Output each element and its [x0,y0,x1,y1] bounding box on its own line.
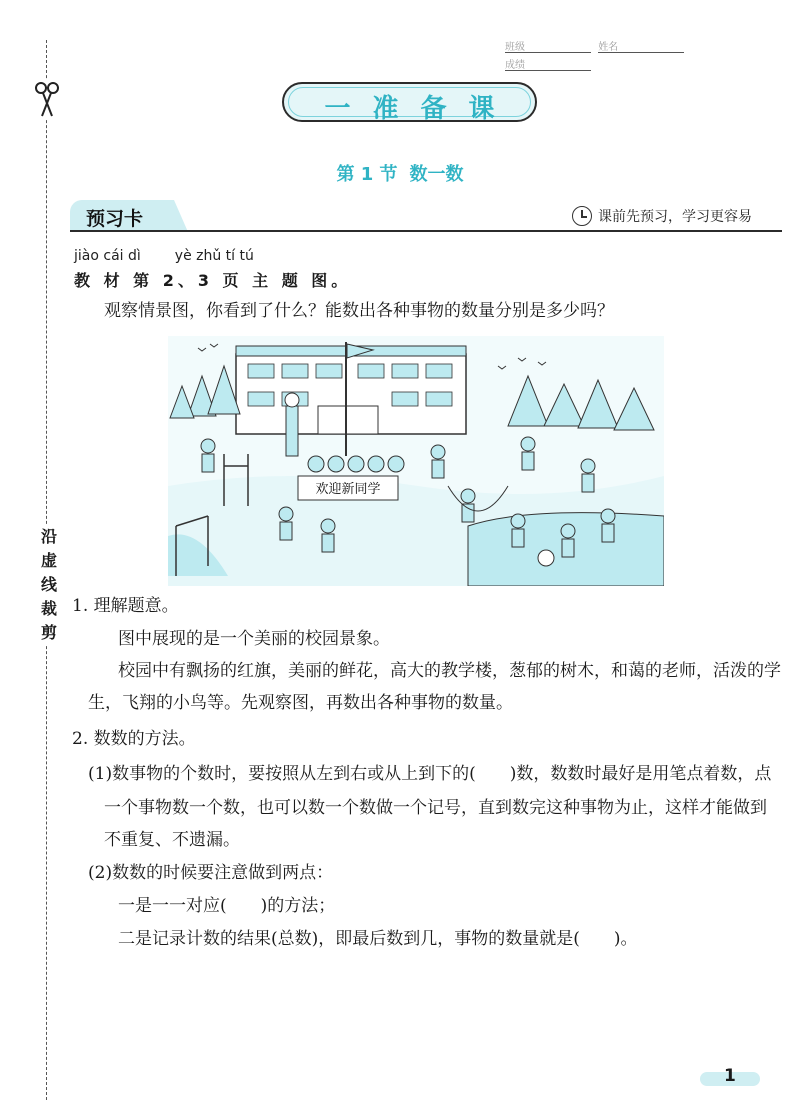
textbook-reference: 教 材 第 2、3 页 主 题 图。 [74,271,352,290]
name-field[interactable]: 姓名 [598,38,684,53]
preview-tip: 课前先预习，学习更容易 [572,206,752,226]
item-2-point-1: 一是一一对应( )的方法； [118,896,336,916]
chapter-banner [282,82,537,122]
chapter-title: 一准备课 [324,94,517,124]
item-2-sub-1-line-3: 不重复、不遗漏。 [104,830,240,850]
item-1-paragraph-1: 图中展现的是一个美丽的校园景象。 [118,629,390,649]
school-scene-illustration [168,336,664,586]
section-title: 第 1 节 数一数 [336,164,464,185]
header-fields [505,38,780,71]
scissors-icon [34,80,60,120]
score-field[interactable]: 成绩 [505,56,591,71]
page-number: 1 [700,1066,780,1088]
item-2-sub-1-line-2: 一个事物数一个数，也可以数一个数做一个记号，直到数完这种事物为止，这样才能做到 [104,798,767,818]
item-2-sub-1-line-1: (1)数事物的个数时，要按照从左到右或从上到下的( )数，数数时最好是用笔点着数，点 [88,764,772,784]
preview-card-tab: 预习卡 [70,200,174,232]
item-1-heading: 1. 理解题意。 [72,596,179,616]
item-2-sub-2: (2)数数的时候要注意做到两点： [88,863,334,883]
question-text: 观察情景图，你看到了什么？能数出各种事物的数量分别是多少吗？ [104,301,614,321]
pinyin-line: jiào cái dì yè zhǔ tí tú [74,248,254,264]
cut-instruction: 沿 虚 线 裁 剪 [38,525,60,645]
item-2-heading: 2. 数数的方法。 [72,729,196,749]
item-2-point-2: 二是记录计数的结果(总数)，即最后数到几，事物的数量就是( )。 [118,929,638,949]
item-1-paragraph-2-line-2: 生，飞翔的小鸟等。先观察图，再数出各种事物的数量。 [88,693,513,713]
class-field[interactable]: 班级 [505,38,591,53]
item-1-paragraph-2-line-1: 校园中有飘扬的红旗，美丽的鲜花，高大的教学楼，葱郁的树木，和蔼的老师，活泼的学 [118,661,781,681]
welcome-sign-text: 欢迎新同学 [315,482,381,497]
clock-icon [572,206,592,226]
card-divider [70,230,782,232]
